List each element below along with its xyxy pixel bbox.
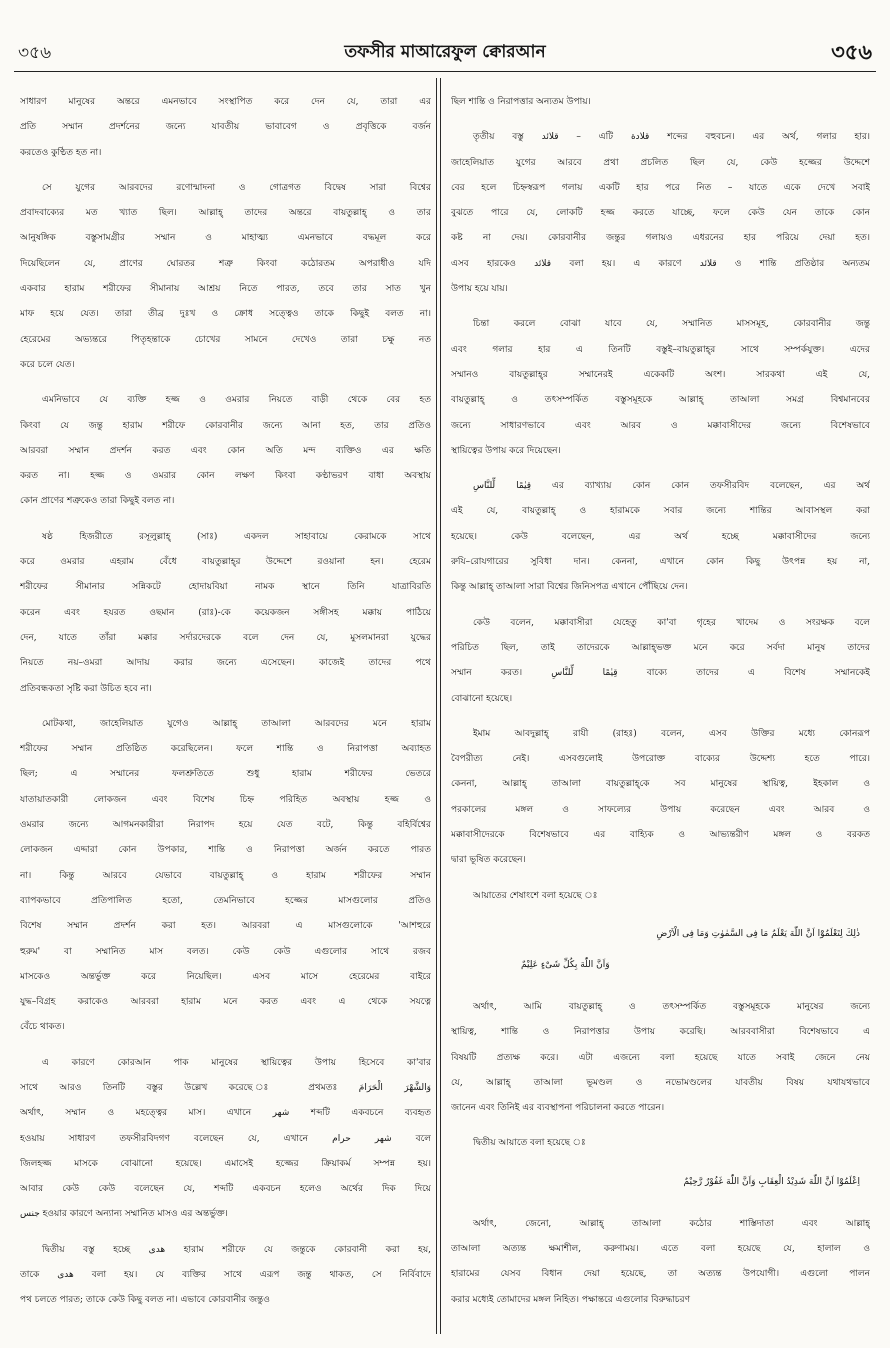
paragraph bbox=[451, 312, 870, 464]
text-line: তাকে هدى বলা হয়। যে ব্যক্তির সাথে এরূপ জন্তু থাকত, সে নির্বিবাদে bbox=[20, 1270, 431, 1281]
text-line: কেউ বলেন, মক্কাবাসীরা যেহেতু কা'বা গৃহের খাদেম ও সংরক্ষক বলে bbox=[473, 617, 870, 628]
text-line: সাথে আরও তিনটি বস্তুর উল্লেখ করেছে ঃ প্রথমতঃ وَالشَّهْرَ الْحَرَامَ bbox=[20, 1082, 431, 1093]
text-line: বোঝানো হয়েছে। bbox=[451, 693, 513, 704]
text-line: করার মধ্যেই তোমাদের মঙ্গল নিহিত। পক্ষান্তরে এগুলোর বিরুদ্ধাচরণ bbox=[451, 1294, 691, 1305]
text-line: হারামের যেসব বিধান দেয়া হয়েছে, তা অত্যন্ত উপযোগী। এগুলো পালন bbox=[451, 1269, 870, 1280]
text-line: ওমরার জন্যে আগমনকারীরা নিরাপদ হয়ে যেত বটে, কিন্তু বহির্বিশ্বের bbox=[20, 820, 431, 831]
text-line: শরীফের সীমানার সন্নিকটে হোদায়বিয়া নামক স্থানে তিনি যাত্রাবিরতি bbox=[20, 582, 431, 593]
text-line: আবার কেউ কেউ বলেছেন যে, শব্দটি একবচন হলেও অর্থের দিক দিয়ে bbox=[20, 1184, 431, 1195]
paragraph bbox=[20, 1051, 431, 1228]
paragraph bbox=[451, 995, 870, 1121]
text-line: প্রবাদবাক্যের মত খ্যাত ছিল। আল্লাহ্ তাদের অন্তরে বায়তুল্লাহ্ ও তার bbox=[20, 208, 431, 219]
text-line: হয়েছে। কেউ বলেছেন, এর অর্থ হচ্ছে মক্কাবাসীদের জন্যে bbox=[451, 531, 870, 542]
text-line: প্রতি সম্মান প্রদর্শনের জন্যে যাবতীয় ভাবাবেগ ও প্রবৃত্তিকে বর্জন bbox=[20, 122, 431, 133]
text-line: যুদ্ধ–বিগ্রহ করাকেও আরবরা হারাম মনে করত এবং এ থেকে সযত্নে bbox=[20, 997, 431, 1008]
text-line: মক্কাবাসীদেরকে বিশেষভাবে এর বাহ্যিক ও আভ্যন্তরীণ মঙ্গল ও বরকত bbox=[451, 830, 870, 841]
text-line: যে, আল্লাহ্ তাআলা ভূমণ্ডল ও নভোমণ্ডলের যাবতীয় বিষয় যথাযথভাবে bbox=[451, 1077, 870, 1088]
text-line: বিষয়টি প্রত্যক্ষ করে। এটা এজন্যে বলা হয়েছে যাতে সবাই জেনে নেয় bbox=[451, 1052, 870, 1063]
text-line: নিয়তে নয়–ওমরা আদায় করার জন্যে এসেছেন। কাজেই তাদের পথে bbox=[20, 658, 431, 669]
text-line: জানেন এবং তিনিই এর ব্যবস্থাপনা পরিচালনা করতে পারেন। bbox=[451, 1103, 665, 1114]
page-number-left: ৩৫৬ bbox=[18, 43, 52, 63]
quran-verse bbox=[451, 919, 870, 981]
paragraph bbox=[20, 388, 431, 514]
verse-line: ذٰلِكَ لِتَعْلَمُوْٓا اَنَّ اللّٰهَ يَعْلَمُ مَا فِى السَّمٰوٰتِ وَمَا فِى الْاَرْضِ bbox=[656, 928, 860, 939]
text-line: করে চলে যেত। bbox=[20, 359, 75, 370]
text-line: দ্বিতীয় আয়াতে বলা হয়েছে ঃ bbox=[473, 1138, 586, 1149]
text-line: অর্থাৎ, সম্মান ও মহত্ত্বের মাস। এখানে شهر শব্দটি একবচনে ব্যবহৃত bbox=[20, 1108, 431, 1119]
book-title: তফসীর মাআরেফুল ক্বোরআন bbox=[344, 42, 546, 62]
text-line: শরীফের সম্মান প্রতিষ্ঠিত করেছিলেন। ফলে শান্তি ও নিরাপত্তা অব্যাহত bbox=[20, 744, 431, 755]
text-line: পরকালের মঙ্গল ও সাফল্যের উপায় করেছেন এবং আরব ও bbox=[451, 804, 870, 815]
text-line: যাতায়াতকারী লোকজন এবং বিশেষ চিহ্ন পরিহিত অবস্থায় হজ্জ ও bbox=[20, 794, 431, 805]
text-line: দ্বারা ভূষিত করেছেন। bbox=[451, 855, 526, 866]
text-line: এবং গলার হার এ তিনটি বস্তুই–বায়তুল্লাহ্‌র সাথে সম্পর্কযুক্ত। এদের bbox=[451, 344, 870, 355]
text-line: এসব হারকেও قلائد বলা হয়। এ কারণে قلائد ও শান্তি প্রতিষ্ঠার অন্যতম bbox=[451, 258, 870, 269]
text-line: মাফ হয়ে যেত। তারা তীব্র দুঃখ ও ক্রোধ সত্ত্বেও তাকে কিছুই বলত না। bbox=[20, 309, 431, 320]
paragraph bbox=[451, 90, 870, 115]
text-line: বেঁচে থাকত। bbox=[20, 1022, 65, 1033]
text-line: স্থায়িত্ব, শান্তি ও নিরাপত্তার উপায় করেছি। আরববাসীরা বিশেষভাবে এ bbox=[451, 1027, 870, 1038]
text-line: ব্যাপকভাবে প্রতিপালিত হতো, তেমনিভাবে হজ্জের মাসগুলোর প্রতিও bbox=[20, 895, 431, 906]
running-head bbox=[14, 36, 876, 66]
text-line: তৃতীয় বস্তু قلائد – এটি قلادة শব্দের বহুবচন। এর অর্থ, গলার হার। bbox=[473, 132, 870, 143]
text-line: উপায় হয়ে যায়। bbox=[451, 284, 508, 295]
text-line: جنس হওয়ার কারণে অন্যান্য সম্মানিত মাসও এর অন্তর্ভুক্ত। bbox=[20, 1209, 228, 1220]
text-line: ইমাম আবদুল্লাহ্ রাযী (রাহঃ) বলেন, এসব উক্তির মধ্যে কোনরূপ bbox=[473, 728, 870, 739]
text-line: লোকজন এদ্দারা কোন উপকার, শান্তি ও নিরাপত্তা অর্জন করতে পারত bbox=[20, 845, 431, 856]
paragraph bbox=[20, 1238, 431, 1314]
text-line: কিন্তু আল্লাহ্ তাআলা সারা বিশ্বের জিনিসপত্র এখানে পৌঁছিয়ে দেন। bbox=[451, 582, 688, 593]
text-line: কিংবা যে জন্তু হারাম শরীফে কোরবানীর জন্যে আনা হত, তার প্রতিও bbox=[20, 420, 431, 431]
text-line: قِيٰمًا لِّلنَّاسِ এর ব্যাখ্যায় কোন কোন তফসীরবিদ বলেছেন, এর অর্থ bbox=[473, 481, 870, 492]
text-line: অর্থাৎ, আমি বায়তুল্লাহ্ ও তৎসম্পর্কিত বস্তুসমূহকে মানুষের জন্যে bbox=[473, 1001, 870, 1012]
text-line: করত না। হজ্জ ও ওমরার কোন লক্ষণ কিংবা কণ্ঠাভরণ বাধা অবস্থায় bbox=[20, 471, 431, 482]
text-line: দ্বিতীয় বস্তু হচ্ছে هدى হারাম শরীফে যে জন্তুকে কোরবানী করা হয়, bbox=[42, 1244, 431, 1255]
text-line: স্থায়িত্বের উপায় করে দিয়েছেন। bbox=[451, 445, 561, 456]
text-line: জিলহজ্জ মাসকে বোঝানো হয়েছে। এমাসেই হজ্জের ক্রিয়াকর্ম সম্পন্ন হয়। bbox=[20, 1158, 431, 1169]
quran-verse bbox=[451, 1167, 870, 1198]
text-line: সে যুগের আরবদের রণোন্মাদনা ও গোত্রগত বিদ্বেষ সারা বিশ্বের bbox=[42, 182, 431, 193]
text-line: কষ্ট না দেয়। কোরবানীর জন্তুর গলায়ও এধরনের হার পরিয়ে দেয়া হত। bbox=[451, 233, 870, 244]
paragraph bbox=[20, 525, 431, 702]
paragraph bbox=[451, 722, 870, 874]
text-line: বৈপরীত্য নেই। এসবগুলোই উপরোক্ত বাক্যের উদ্দেশ্য হতে পারে। bbox=[451, 754, 870, 765]
text-line: পথ চলতে পারত; তাকে কেউ কিছু বলত না। এভাবে কোরবানীর জন্তুও bbox=[20, 1295, 270, 1306]
text-line: করতেও কুণ্ঠিত হত না। bbox=[20, 147, 102, 158]
text-line: জন্যে সাধারণভাবে এবং আরব ও মক্কাবাসীদের জন্যে বিশেষভাবে bbox=[451, 420, 870, 431]
text-line: অর্থাৎ, জেনো, আল্লাহ্ তাআলা কঠোর শাস্তিদাতা এবং আল্লাহ্ bbox=[473, 1218, 870, 1229]
text-line: আনুষঙ্গিক বস্তুসামগ্রীর সম্মান ও মাহাত্ম্য এমনভাবে বদ্ধমূল করে bbox=[20, 233, 431, 244]
text-line: প্রতিবন্ধকতা সৃষ্টি করা উচিত হবে না। bbox=[20, 683, 152, 694]
text-line: ছিল; এ সম্মানের ফলশ্রুতিতে শুধু হারাম শরীফের ভেতরে bbox=[20, 769, 431, 780]
paragraph bbox=[451, 474, 870, 600]
text-line: কেননা, আল্লাহ্ তাআলা বায়তুল্লাহ্‌কে সব মানুষের স্থায়িত্ব, ইহকাল ও bbox=[451, 779, 870, 790]
text-line: তাআলা অত্যন্ত ক্ষমাশীল, করুণাময়। এতে বলা হয়েছে যে, হালাল ও bbox=[451, 1243, 870, 1254]
text-line: একবার হারাম শরীফের সীমানায় আশ্রয় নিতে পারত, তবে তার সাত খুন bbox=[20, 284, 431, 295]
text-line: দেন, যাতে তাঁরা মক্কার সর্দারদেরকে বলে দেন যে, মুসলমানরা যুদ্ধের bbox=[20, 632, 431, 643]
text-line: জাহেলিয়াত যুগের আরবে প্রথা প্রচলিত ছিল যে, কেউ হজ্জের উদ্দেশে bbox=[451, 157, 870, 168]
left-column bbox=[20, 90, 431, 1324]
text-line: মোটকথা, জাহেলিয়াত যুগেও আল্লাহ্ তাআলা আরবদের মনে হারাম bbox=[42, 718, 431, 729]
text-line: হওয়ায় সাধারণ তফসীরবিদগণ বলেছেন যে, এখানে شهر حرام বলে bbox=[20, 1133, 431, 1144]
text-line: আয়াতের শেষাংশে বলা হয়েছে ঃ bbox=[473, 890, 598, 901]
header-rule bbox=[14, 71, 876, 72]
paragraph bbox=[20, 90, 431, 166]
text-line: দিয়েছিলেন যে, প্রাণের ঘোরতর শত্রু কিংবা কঠোরতম অপরাধীও যদি bbox=[20, 258, 431, 269]
text-line: বিশেষ সম্মান প্রদর্শন করা হত। আরবরা এ মাসগুলোকে 'আশহুরে bbox=[20, 921, 431, 932]
column-divider bbox=[436, 78, 441, 1334]
paragraph bbox=[451, 884, 870, 909]
text-line: মাসকেও অন্তর্ভুক্ত করে নিয়েছিল। এসব মাসে হেরেমের বাইরে bbox=[20, 971, 431, 982]
text-line: এই যে, বায়তুল্লাহ্ ও হারামকে সবার জন্যে শান্তির আবাসস্থল করা bbox=[451, 506, 870, 517]
text-line: বের হলে চিহ্নস্বরূপ গলায় একটি হার পরে নিত – যাতে একে দেখে সবাই bbox=[451, 182, 870, 193]
page-number-right: ৩৫৬ bbox=[831, 39, 872, 64]
text-line: না। কিন্তু আরবে যেভাবে বায়তুল্লাহ্ ও হারাম শরীফের সম্মান bbox=[20, 870, 431, 881]
text-line: হেরেমের অভ্যন্তরে পিতৃহন্তাকে চোখের সামনে দেখেও তারা চক্ষু নত bbox=[20, 334, 431, 345]
text-line: বায়তুল্লাহ্ ও তৎসম্পর্কিত বস্তুসমূহকে আল্লাহ্ তাআলা সমগ্র বিশ্বমানবের bbox=[451, 395, 870, 406]
paragraph bbox=[451, 1131, 870, 1156]
text-line: করেন এবং হযরত ওছমান (রাঃ)-কে কয়েকজন সঙ্গীসহ মক্কায় পাঠিয়ে bbox=[20, 607, 431, 618]
text-line: কোন প্রাণের শত্রুকেও তারা কিছুই বলত না। bbox=[20, 496, 175, 507]
paragraph bbox=[20, 176, 431, 378]
verse-line: اِعْلَمُوْٓا اَنَّ اللّٰهَ شَدِيْدُ الْعِقَابِ وَاَنَّ اللّٰهَ غَفُوْرٌ رَّحِيْمٌ bbox=[683, 1176, 860, 1187]
verse-line: وَاَنَّ اللّٰهَ بِكُلِّ شَىْءٍ عَلِيْمٌ bbox=[521, 959, 610, 970]
paragraph bbox=[20, 712, 431, 1041]
text-line: পরিচিত ছিল, তাই তাদেরকে আল্লাহ্‌ভক্ত মনে করে সর্বদা মানুষ তাদের bbox=[451, 642, 870, 653]
text-line: করে ওমরার এহরাম বেঁধে বায়তুল্লাহ্‌র উদ্দেশে রওয়ানা হন। হেরেম bbox=[20, 557, 431, 568]
text-line: ষষ্ঠ হিজরীতে রসূলুল্লাহ্ (সাঃ) একদল সাহাবায়ে কেরামকে সাথে bbox=[42, 531, 431, 542]
right-column bbox=[451, 90, 870, 1323]
text-line: রুযি–রোযগারের সুবিধা দান। কেননা, এখানে কোন কিছু উৎপন্ন হয় না, bbox=[451, 557, 870, 568]
text-line: চিন্তা করলে বোঝা যাবে যে, সম্মানিত মাসসমূহ, কোরবানীর জন্তু bbox=[473, 319, 870, 330]
paragraph bbox=[451, 1212, 870, 1313]
text-line: সম্মানও বায়তুল্লাহ্‌র সম্মানেরই একেকটি অংশ। সারকথা এই যে, bbox=[451, 369, 870, 380]
text-line: এ কারণে কোরআন পাক মানুষের স্থায়িত্বের উপায় হিসেবে কা'বার bbox=[42, 1057, 431, 1068]
paragraph bbox=[451, 125, 870, 302]
text-line: এমনিভাবে যে ব্যক্তি হজ্জ ও ওমরার নিয়তে বাড়ী থেকে বের হত bbox=[42, 395, 431, 406]
text-line: ছিল শান্তি ও নিরাপত্তার অন্যতম উপায়। bbox=[451, 97, 591, 107]
text-line: সাধারণ মানুষের অন্তরে এমনভাবে সংস্থাপিত করে দেন যে, তারা এর bbox=[20, 97, 431, 107]
text-line: বুঝতে পারে যে, লোকটি হজ্জ করতে যাচ্ছে, ফলে কেউ যেন তাকে কোন bbox=[451, 208, 870, 219]
text-line: আরবরা সম্মান প্রদর্শন করত এবং কোন অতি মন্দ ব্যক্তিও এর ক্ষতি bbox=[20, 445, 431, 456]
text-line: সম্মান করত। قِيٰمًا لِّلنَّاسِ বাক্যে তাদের এ বিশেষ সম্মানকেই bbox=[451, 668, 870, 679]
paragraph bbox=[451, 611, 870, 712]
text-line: হুরুম' বা সম্মানিত মাস বলত। কেউ কেউ এগুলোর সাথে রজব bbox=[20, 946, 431, 957]
